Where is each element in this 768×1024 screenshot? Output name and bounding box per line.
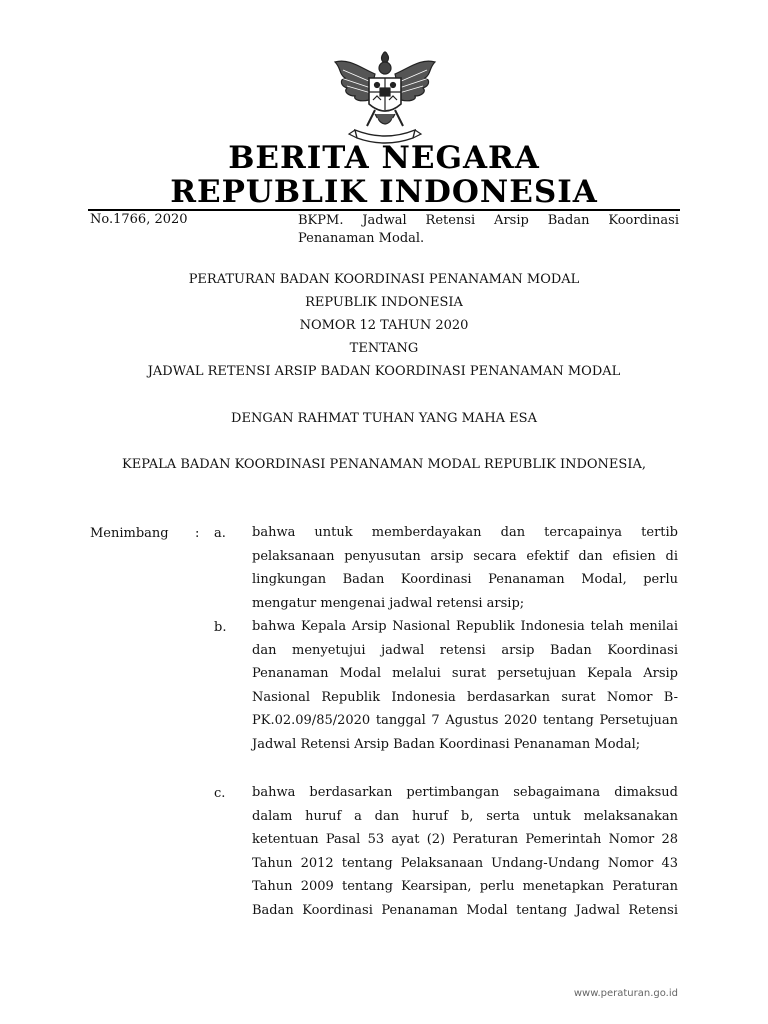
item-marker-a: a. <box>214 526 226 541</box>
invocation: DENGAN RAHMAT TUHAN YANG MAHA ESA <box>231 411 537 426</box>
masthead-line-1: BERITA NEGARA <box>228 140 540 176</box>
item-marker-b: b. <box>214 620 227 635</box>
regulation-heading-line-1: PERATURAN BADAN KOORDINASI PENANAMAN MODAL <box>188 272 580 287</box>
garuda-emblem-icon <box>325 48 445 150</box>
gazette-title: BKPM. Jadwal Retensi Arsip Badan Koordinasi Penanaman Modal. <box>298 213 679 246</box>
authority-line: KEPALA BADAN KOORDINASI PENANAMAN MODAL REPUBLIK INDONESIA, <box>122 457 646 472</box>
considering-item-a: bahwa untuk memberdayakan dan tercapainya tertib pelaksanaan penyusutan arsip secara efektif dan efisien di lingkungan Badan Koordinasi Penanaman Modal, perlu mengatur mengenai jadwal retensi arsip; <box>252 525 678 611</box>
regulation-number: NOMOR 12 TAHUN 2020 <box>299 318 469 333</box>
regulation-about-label: TENTANG <box>349 341 419 356</box>
considering-colon: : <box>195 526 200 541</box>
footer-website: www.peraturan.go.id <box>573 988 678 999</box>
regulation-heading-line-2: REPUBLIK INDONESIA <box>305 295 463 310</box>
regulation-subject: JADWAL RETENSI ARSIP BADAN KOORDINASI PENANAMAN MODAL <box>147 364 621 379</box>
item-marker-c: c. <box>214 786 226 801</box>
considering-item-b: bahwa Kepala Arsip Nasional Republik Indonesia telah menilai dan menyetujui jadwal retensi arsip Badan Koordinasi Penanaman Modal melalui surat persetujuan Kepala Arsip Nasional Republik Indonesia berdasarkan surat Nomor B-PK.02.09/85/2020 tanggal 7 Agustus 2020 tentang Persetujuan Jadwal Retensi Arsip Badan Koordinasi Penanaman Modal; <box>252 619 678 752</box>
masthead-line-2: REPUBLIK INDONESIA <box>170 174 598 210</box>
gazette-number: No.1766, 2020 <box>90 212 188 227</box>
considering-item-c: bahwa berdasarkan pertimbangan sebagaimana dimaksud dalam huruf a dan huruf b, serta untuk melaksanakan ketentuan Pasal 53 ayat (2) Peraturan Pemerintah Nomor 28 Tahun 2012 tentang Pelaksanaan Undang-Undang Nomor 43 Tahun 2009 tentang Kearsipan, perlu menetapkan Peraturan Badan Koordinasi Penanaman Modal tentang Jadwal Retensi <box>252 785 678 918</box>
masthead-rule-thick <box>88 209 680 211</box>
considering-label: Menimbang <box>90 526 169 541</box>
